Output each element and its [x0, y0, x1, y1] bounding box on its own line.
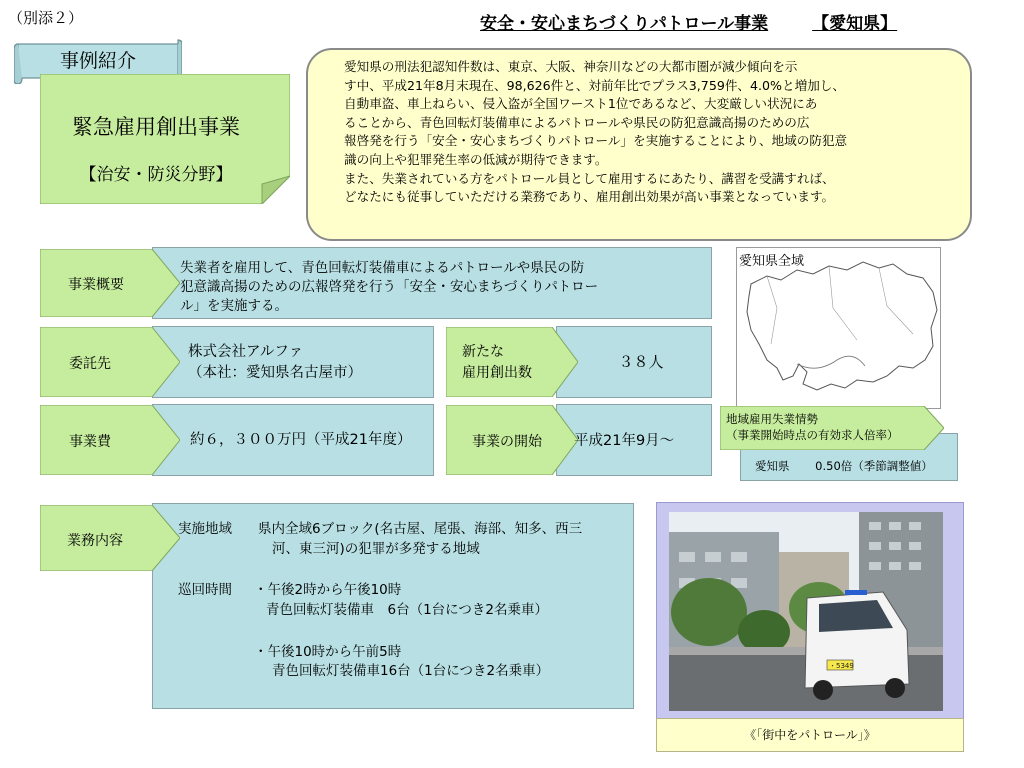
new-jobs-label-line: 雇用創出数 — [462, 365, 532, 381]
duties-time1-detail: 青色回転灯装備車 6台（1台につき2名乗車） — [266, 602, 548, 618]
duties-area-line: 河、東三河)の犯罪が多発する地域 — [272, 541, 480, 557]
duties-time2: ・午後10時から午前5時 — [254, 644, 402, 660]
project-field: 【治安・防災分野】 — [79, 165, 233, 185]
intro-line: 識の向上や犯罪発生率の低減が期待できます。 — [344, 151, 608, 167]
plate-text: ・5349 — [829, 662, 854, 670]
duties-area-heading: 実施地域 — [178, 521, 232, 537]
patrol-van-image — [669, 512, 943, 711]
employment-label-line: （事業開始時点の有効求人倍率） — [726, 428, 899, 442]
annex-label: （別添２） — [8, 9, 84, 27]
cost-value: 約６，３００万円（平成21年度） — [190, 432, 412, 448]
employment-region: 愛知県 — [755, 459, 790, 473]
start-value: 平成21年9月～ — [574, 433, 675, 449]
photo-caption: 《「街中をパトロール」》 — [656, 718, 964, 752]
contractor-label: 委託先 — [69, 356, 111, 372]
intro-line: どなたにも従事していただける業務であり、雇用創出効果が高い事業となっています。 — [344, 189, 835, 205]
intro-text — [344, 58, 964, 207]
new-jobs-value: ３８人 — [618, 353, 664, 371]
start-label: 事業の開始 — [472, 434, 542, 450]
intro-line: 報啓発を行う「安全・安心まちづくりパトロール」を実施することにより、地域の防犯意 — [344, 133, 848, 149]
title-text: 安全・安心まちづくりパトロール事業 — [480, 14, 769, 34]
intro-line: 自動車盗、車上ねらい、侵入盗が全国ワースト1位であるなど、大変厳しい状況にあ — [344, 96, 818, 112]
contractor-name: 株式会社アルファ — [188, 344, 304, 360]
employment-ratio: 0.50倍（季節調整値） — [815, 459, 933, 473]
overview-line: 犯意識高揚のための広報啓発を行う「安全・安心まちづくりパトロー — [180, 279, 599, 295]
duties-time2-detail: 青色回転灯装備車16台（1台につき2名乗車） — [272, 663, 550, 679]
project-title: 緊急雇用創出事業 — [72, 115, 240, 139]
new-jobs-label-line: 新たな — [462, 344, 504, 360]
aichi-outline-icon — [737, 248, 940, 408]
duties-label: 業務内容 — [67, 533, 123, 549]
intro-line: ることから、青色回転灯装備車によるパトロールや県民の防犯意識高揚のための広 — [344, 114, 810, 130]
aichi-map — [736, 247, 941, 409]
contractor-hq: （本社：愛知県名古屋市） — [188, 365, 362, 381]
intro-line: 愛知県の刑法犯認知件数は、東京、大阪、神奈川などの大都市圏が減少傾向を示 — [344, 59, 798, 74]
prefecture-label: 【愛知県】 — [812, 14, 898, 34]
duties-time-heading: 巡回時間 — [178, 582, 232, 598]
overview-text — [180, 259, 705, 316]
duties-time1: ・午後2時から午後10時 — [254, 582, 402, 598]
employment-label — [726, 411, 899, 443]
contractor-text — [188, 342, 362, 384]
new-jobs-label — [462, 342, 532, 384]
overview-line: ル」を実施する。 — [180, 298, 288, 314]
page-title — [480, 9, 897, 34]
overview-label: 事業概要 — [68, 277, 124, 293]
case-banner-text: 事例紹介 — [59, 50, 136, 72]
cost-label: 事業費 — [69, 434, 111, 450]
intro-line: す中、平成21年8月末現在、98,626件と、対前年比でプラス3,759件、4.0%と増加し、 — [344, 77, 845, 93]
intro-line: また、失業されている方をパトロール員として雇用するにあたり、講習を受講すれば、 — [344, 170, 835, 186]
overview-line: 失業者を雇用して、青色回転灯装備車によるパトロールや県民の防 — [180, 260, 585, 276]
employment-label-line: 地域雇用失業情勢 — [726, 412, 818, 426]
employment-value — [755, 458, 933, 474]
duties-area-line: 県内全域6ブロック(名古屋、尾張、海部、知多、西三 — [258, 521, 583, 537]
map-title: 愛知県全域 — [739, 254, 805, 269]
patrol-photo — [669, 512, 943, 711]
